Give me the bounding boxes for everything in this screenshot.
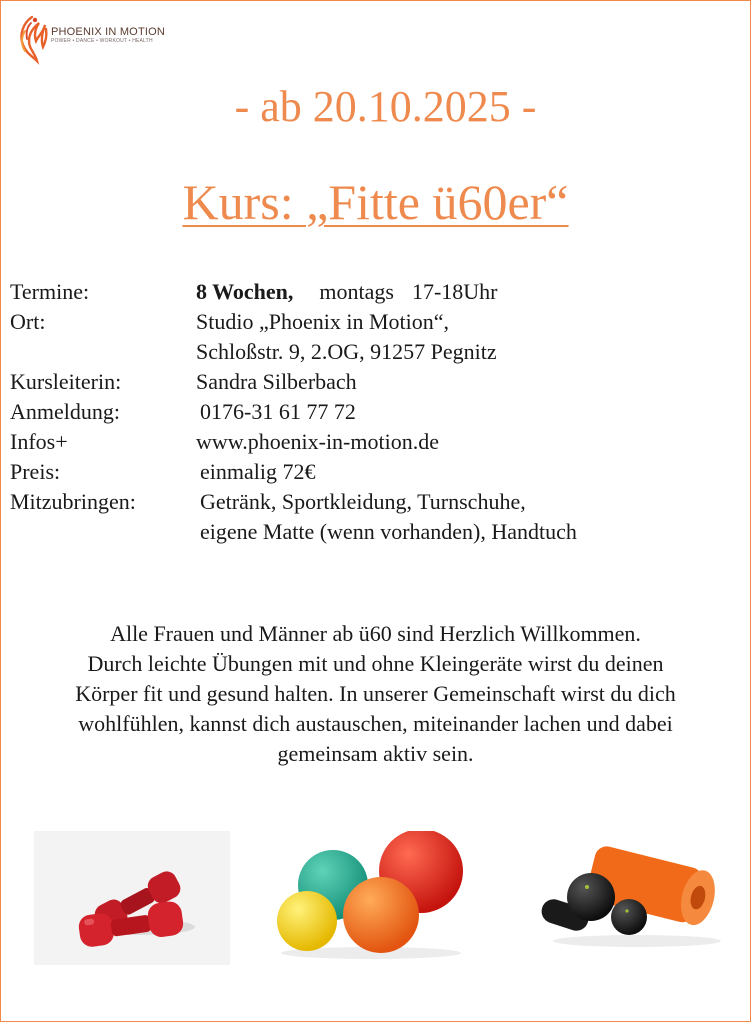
exercise-balls-icon: [271, 831, 467, 965]
dumbbells-icon: [34, 831, 230, 965]
detail-value: einmalig 72€: [200, 459, 316, 484]
detail-row-anmeldung: [10, 397, 577, 427]
detail-value: eigene Matte (wenn vorhanden), Handtuch: [200, 519, 577, 544]
detail-value: Studio „Phoenix in Motion“,: [196, 309, 449, 334]
detail-label: Infos+: [10, 429, 68, 454]
description-line: wohlfühlen, kannst dich austauschen, miteinander lachen und dabei: [78, 711, 673, 736]
termine-time: 17-18Uhr: [411, 279, 498, 304]
detail-value: [196, 277, 498, 307]
detail-row-preis: [10, 457, 577, 487]
logo-tagline: POWER • DANCE • WORKOUT • HEALTH: [51, 38, 153, 44]
detail-label: Anmeldung:: [10, 399, 120, 424]
phoenix-icon: [15, 13, 49, 65]
detail-label: Kursleiterin:: [10, 369, 122, 394]
course-details: [10, 277, 577, 547]
detail-row-kursleiterin: [10, 367, 577, 397]
description-line: Alle Frauen und Männer ab ü60 sind Herzlich Willkommen.: [110, 621, 641, 646]
course-title: [1, 173, 750, 231]
detail-label: Termine:: [10, 279, 90, 304]
course-start-date: - ab 20.10.2025 -: [234, 82, 537, 131]
course-description: [1, 619, 750, 769]
foam-roller-icon: [527, 831, 723, 965]
logo-name: PHOENIX IN MOTION: [51, 26, 166, 38]
detail-row-mitzubringen: [10, 487, 577, 517]
detail-value: Getränk, Sportkleidung, Turnschuhe,: [200, 489, 526, 514]
detail-row-mitzubringen-2: [10, 517, 577, 547]
foam-roller-photo: [527, 831, 723, 965]
course-title-text: Kurs: „Fitte ü60er“: [182, 174, 569, 230]
detail-value: Schloßstr. 9, 2.OG, 91257 Pegnitz: [196, 339, 497, 364]
description-line: Körper fit und gesund halten. In unserer Gemeinschaft wirst du dich: [75, 681, 676, 706]
exercise-balls-photo: [271, 831, 467, 965]
detail-label: Ort:: [10, 309, 46, 334]
logo: [15, 13, 165, 65]
description-line: Durch leichte Übungen mit und ohne Kleingeräte wirst du deinen: [87, 651, 664, 676]
detail-row-infos: [10, 427, 577, 457]
detail-label: Preis:: [10, 459, 61, 484]
termine-weeks: 8 Wochen,: [196, 279, 294, 304]
detail-value: Sandra Silberbach: [196, 369, 357, 394]
detail-row-ort: [10, 307, 577, 337]
detail-row-termine: [10, 277, 577, 307]
termine-day: montags: [319, 279, 394, 304]
detail-label: Mitzubringen:: [10, 489, 136, 514]
detail-row-ort-address: [10, 337, 577, 367]
detail-value-phone: 0176-31 61 77 72: [200, 399, 356, 424]
description-line: gemeinsam aktiv sein.: [277, 741, 474, 766]
dumbbells-photo: [34, 831, 230, 965]
detail-value-website: www.phoenix-in-motion.de: [196, 429, 439, 454]
